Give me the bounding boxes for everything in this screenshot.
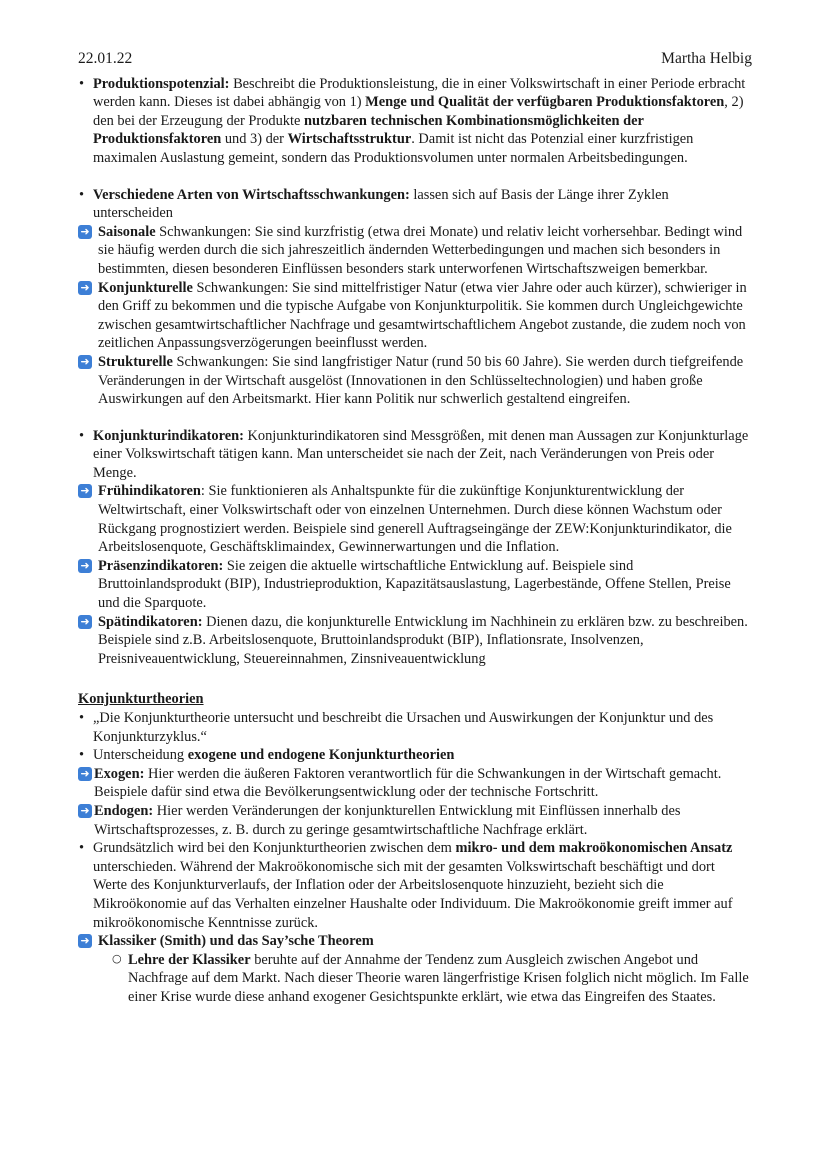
list-item: • Unterscheidung exogene und endogene Konjunkturtheorien <box>78 746 752 765</box>
produktionspotenzial-paragraph: • Produktionspotenzial: Beschreibt die Produktionsleistung, die in einer Volkswirtschaft in einer Periode erbracht werden kann. Dieses ist dabei abhängig von 1) Menge und Qualität der verfügbaren Produktionsfaktoren, 2) den bei der Erzeugung der Produkte nutzbaren technischen Kombinationsmöglichkeiten der Produktionsfaktoren und 3) der Wirtschaftsstruktur. Damit ist nicht das Potenzial einer kurzfristigen maximalen Auslastung gemeint, sondern das Produktionsvolumen unter normalen Arbeitsbedingungen. <box>78 75 752 168</box>
author: Martha Helbig <box>661 50 752 67</box>
arrow-right-icon: ➜ <box>78 355 92 369</box>
arrow-right-icon: ➜ <box>78 225 92 239</box>
list-item: ➜ Spätindikatoren: Dienen dazu, die konjunkturelle Entwicklung im Nachhinein zu erklären bzw. zu beschreiben. Beispiele sind z.B. Arbeitslosenquote, Bruttoinlandsprodukt (BIP), Inflationsrate, Insolvenzen, Preisniveauentwicklung, Steuereinnahmen, Zinsniveauentwicklung <box>78 613 752 669</box>
list-item: • Grundsätzlich wird bei den Konjunkturtheorien zwischen dem mikro- und dem makroökonomischen Ansatz unterschieden. Während der Makroökonomische sich mit der gesamten Volkswirtschaft beschäftigt und dort Werte des Konjunkturverlaufs, der Inflation oder der Arbeitslosenquote hinzuzieht, bezieht sich die Mikroökonomie auf das Verhalten einzelner Haushalte oder Individuum. Die Makroökonomie greift immer auf mikroökonomische Kenntnisse zurück. <box>78 839 752 932</box>
list-item: ➜ Saisonale Schwankungen: Sie sind kurzfristig (etwa drei Monate) und relativ leicht vorhersehbar. Bedingt wind sie häufig werden durch die sich jahreszeitlich ändernden Wetterbedingungen und machen sich besonders in bestimmten, diesen besonderen Einflüssen besonders stark unterworfenen Wirtschaftszweigen bemerkbar. <box>78 223 752 279</box>
list-item: ➜ Klassiker (Smith) und das Say’sche Theorem <box>78 932 752 951</box>
arrow-right-icon: ➜ <box>78 559 92 573</box>
list-item: ➜ Frühindikatoren: Sie funktionieren als Anhaltspunkte für die zukünftige Konjunkturentwicklung der Weltwirtschaft, einer Volkswirtschaft oder von einzelnen Unternehmen. Durch diese können Wachstum oder Rückgang prognostiziert werden. Beispiele sind generell Auftragseingänge der ZEW:Konjunkturindikator, die Arbeitslosenquote, Geschäftsklimaindex, Gewinnerwartungen und die Inflation. <box>78 482 752 556</box>
arrow-right-icon: ➜ <box>78 767 92 781</box>
list-item: ➜ Strukturelle Schwankungen: Sie sind langfristiger Natur (rund 50 bis 60 Jahre). Sie werden durch tiefgreifende Veränderungen in der Wirtschaft ausgelöst (Innovationen in den Schlüsseltechnologien) und haben große Auswirkungen auf den Arbeitsmarkt. Hier kann Politik nur schwerlich gestaltend eingreifen. <box>78 353 752 409</box>
list-item: • „Die Konjunkturtheorie untersucht und beschreibt die Ursachen und Auswirkungen der Konjunktur und des Konjunkturzyklus.“ <box>78 709 752 746</box>
arrow-right-icon: ➜ <box>78 934 92 948</box>
schwankungen-paragraph: • Verschiedene Arten von Wirtschaftsschwankungen: lassen sich auf Basis der Länge ihrer Zyklen unterscheiden <box>78 186 752 223</box>
list-item: ➜ Konjunkturelle Schwankungen: Sie sind mittelfristiger Natur (etwa vier Jahre oder auch kürzer), schwieriger in den Griff zu bekommen und die typische Aufgabe von Konjunkturpolitik. Sie kommen durch Ungleichgewichte zwischen gesamtwirtschaftlicher Nachfrage und gesamtwirtschaftlichem Angebot zustande, die zudem noch von zeitlichen Anpassungsverzögerungen beeinflusst werden. <box>78 279 752 353</box>
arrow-right-icon: ➜ <box>78 804 92 818</box>
list-item: ➜ Präsenzindikatoren: Sie zeigen die aktuelle wirtschaftliche Entwicklung auf. Beispiele sind Bruttoinlandsprodukt (BIP), Industrieproduktion, Kapazitätsauslastung, Lagerbestände, Offene Stellen, Preise und die Sparquote. <box>78 557 752 613</box>
arrow-right-icon: ➜ <box>78 615 92 629</box>
arrow-right-icon: ➜ <box>78 484 92 498</box>
section-heading: Konjunkturtheorien <box>78 691 204 708</box>
indikatoren-paragraph: • Konjunkturindikatoren: Konjunkturindikatoren sind Messgrößen, mit denen man Aussagen zur Konjunkturlage einer Volkswirtschaft tätigen kann. Man unterscheidet sie nach der Zeit, nach Veränderungen von Preis oder Menge. <box>78 427 752 483</box>
arrow-right-icon: ➜ <box>78 281 92 295</box>
list-item: ➜ Endogen: Hier werden Veränderungen der konjunkturellen Entwicklung mit Einflüssen innerhalb des Wirtschaftsprozesses, z. B. durch zu geringe gesamtwirtschaftliche Nachfrage erklärt. <box>78 802 752 839</box>
page-header <box>78 50 752 69</box>
list-item: ○ Lehre der Klassiker beruhte auf der Annahme der Tendenz zum Ausgleich zwischen Angebot und Nachfrage auf dem Markt. Nach dieser Theorie waren längerfristige Krisen folglich nicht möglich. Im Falle einer Krise wurde diese anhand exogener Gesichtspunkte erklärt, wie etwa das Eingreifen des Staates. <box>78 951 752 1007</box>
list-item: ➜ Exogen: Hier werden die äußeren Faktoren verantwortlich für die Schwankungen in der Wirtschaft gemacht. Beispiele dafür sind etwa die Bevölkerungsentwicklung oder der technische Fortschritt. <box>78 765 752 802</box>
date: 22.01.22 <box>78 50 133 67</box>
